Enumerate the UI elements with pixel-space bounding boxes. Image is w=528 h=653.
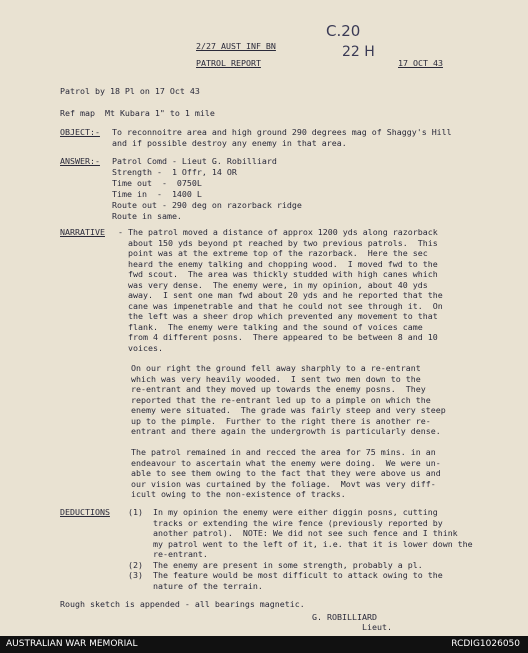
- deduction-line: another patrol). NOTE: We did not see such fence and I think: [128, 528, 458, 538]
- narrative-line: point was at the extreme top of the razorback. Here the sec: [118, 248, 428, 258]
- narrative-label: NARRATIVE: [60, 227, 105, 237]
- narrative-line: heard the enemy talking and chopping wood. I moved fwd to the: [118, 258, 438, 269]
- signature-name: G. ROBILLIARD: [312, 612, 377, 622]
- object-label: OBJECT:-: [60, 127, 100, 137]
- narrative-line: The patrol remained in and recced the area for 75 mins. in an: [131, 447, 436, 457]
- narrative-line: was very dense. The enemy were, in my opinion, about 40 yds: [118, 279, 428, 290]
- deduction-line: tracks or extending the wire fence (previously reported by: [128, 517, 443, 528]
- footer-source: AUSTRALIAN WAR MEMORIAL: [6, 639, 138, 649]
- narrative-line: reported that the re-entrant led up to a pimple on which the: [131, 394, 431, 405]
- answer-line: Time out - 0750L: [112, 178, 202, 188]
- narrative-line: away. I sent one man fwd about 20 yds and he reported that the: [118, 290, 443, 300]
- narrative-line: enemy were situated. The grade was fairly steep and very steep: [131, 405, 446, 415]
- unit-heading: 2/27 AUST INF BN: [196, 41, 276, 51]
- narrative-line: the left was a sheer drop which prevented any movement to that: [118, 311, 438, 321]
- narrative-line: icult owing to the non-existence of tracks.: [131, 489, 346, 499]
- narrative-line: our vision was curtained by the foliage. Movt was very diff-: [131, 478, 436, 489]
- object-line: To reconnoitre area and high ground 290 degrees mag of Shaggy's Hill: [112, 127, 452, 137]
- deductions-label: DEDUCTIONS: [60, 507, 110, 517]
- answer-label: ANSWER:-: [60, 156, 100, 166]
- narrative-line: On our right the ground fell away sharphly to a re-entrant: [131, 363, 421, 373]
- narrative-line: - The patrol moved a distance of approx 1200 yds along razorback: [118, 227, 438, 237]
- answer-line: Time in - 1400 L: [112, 189, 202, 199]
- report-date: 17 OCT 43: [398, 58, 443, 68]
- answer-line: Route out - 290 deg on razorback ridge: [112, 200, 302, 210]
- refmap-line: Ref map Mt Kubara 1" to 1 mile: [60, 108, 215, 118]
- narrative-line: endeavour to ascertain what the enemy were doing. We were un-: [131, 457, 441, 468]
- narrative-line: up to the pimple. Further to the right there is another re-: [131, 415, 431, 426]
- deduction-line: nature of the terrain.: [128, 580, 263, 591]
- narrative-line: fwd scout. The area was thickly studded with high canes which: [118, 269, 438, 279]
- report-title: PATROL REPORT: [196, 58, 261, 68]
- narrative-line: able to see them owing to the fact that they were above us and: [131, 468, 441, 478]
- narrative-line: voices.: [118, 342, 163, 353]
- narrative-line: entrant and there again the undergrowth is particularly dense.: [131, 426, 441, 436]
- narrative-line: which was very heavily wooded. I sent two men down to the: [131, 373, 421, 384]
- archive-footer: [0, 636, 528, 653]
- answer-line: Route in same.: [112, 211, 182, 221]
- narrative-line: about 150 yds beyond pt reached by two previous patrols. This: [118, 237, 438, 248]
- closing-note: Rough sketch is appended - all bearings magnetic.: [60, 599, 305, 609]
- patrol-line: Patrol by 18 Pl on 17 Oct 43: [60, 86, 200, 96]
- pencil-reference-1: C.20: [326, 22, 361, 40]
- deduction-line: my patrol went to the left of it, i.e. that it is lower down the: [128, 538, 473, 549]
- answer-line: Patrol Comd - Lieut G. Robilliard: [112, 156, 277, 166]
- footer-id: RCDIG1026050: [451, 639, 520, 649]
- answer-line: Strength - 1 Offr, 14 OR: [112, 167, 237, 177]
- pencil-reference-2: 22 H: [342, 44, 375, 60]
- deduction-line: (2) The enemy are present in some strength, probably a pl.: [128, 559, 423, 570]
- deduction-line: re-entrant.: [128, 549, 208, 559]
- narrative-line: from 4 different posns. There appeared to be between 8 and 10: [118, 332, 438, 342]
- signature-rank: Lieut.: [362, 622, 392, 632]
- deduction-line: (3) The feature would be most difficult to attack owing to the: [128, 570, 443, 580]
- narrative-line: cane was impenetrable and that he could not see through it. On: [118, 300, 443, 311]
- deduction-line: (1) In my opinion the enemy were either diggin posns, cutting: [128, 507, 438, 517]
- narrative-line: flank. The enemy were talking and the sound of voices came: [118, 321, 423, 332]
- object-line: and if possible destroy any enemy in that area.: [112, 138, 347, 148]
- narrative-line: re-entrant and they moved up towards the enemy posns. They: [131, 384, 426, 394]
